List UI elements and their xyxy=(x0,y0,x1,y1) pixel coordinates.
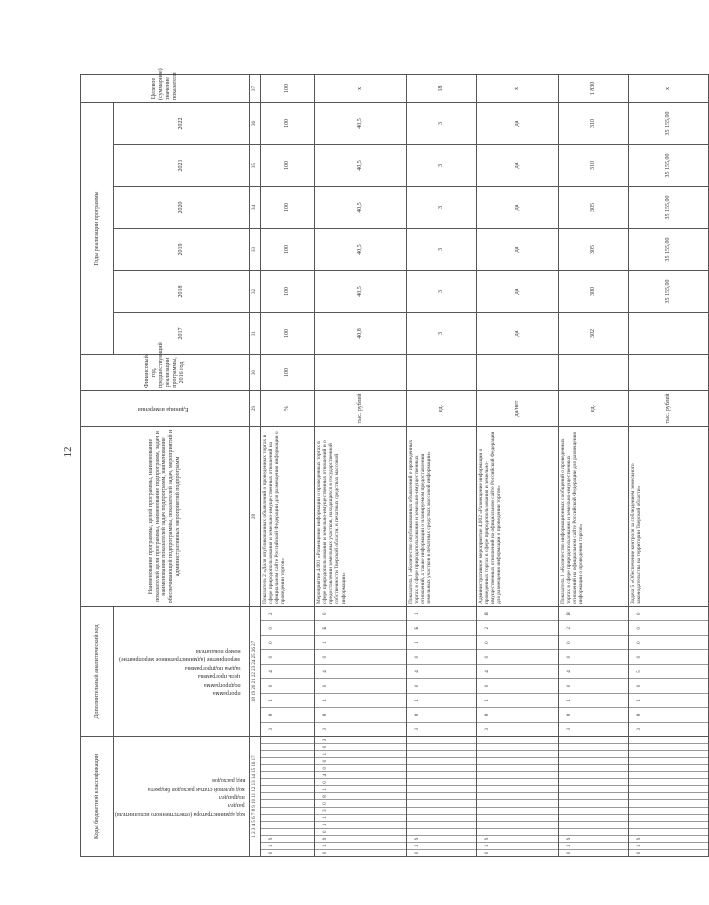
additional-digit: 3 xyxy=(407,722,476,736)
base-year-value xyxy=(558,355,628,391)
code-digit xyxy=(477,814,558,821)
code-digit xyxy=(477,764,558,771)
additional-digit: 0 xyxy=(559,678,628,692)
code-digit xyxy=(407,750,476,757)
year-value: 305 xyxy=(558,187,628,229)
additional-digit: Я xyxy=(566,612,572,616)
col-number: 29 xyxy=(249,391,260,427)
column-number-row xyxy=(249,74,260,856)
additional-digit: 4 xyxy=(261,664,314,678)
code-digit xyxy=(629,743,708,750)
code-labels-cell: код администратора (ответственного исполнителя) раздел подраздел код целевой статьи расходов бюджета вид расходов xyxy=(114,737,250,857)
code-digit xyxy=(477,743,558,750)
budget-code-cell xyxy=(260,737,314,857)
indicator-name: Показатель 1 «Количество информационных сообщений о проведенных торгах в сфере природопользования и земельно-имущественных отношений на официальном сайте Российской Федерации для размещения информации о проведении торгов» xyxy=(558,427,628,607)
code-digit xyxy=(407,792,476,799)
code-digit xyxy=(477,828,558,835)
year-value: да xyxy=(476,102,558,144)
additional-digit: 1 xyxy=(407,635,476,649)
code-digit: 0 xyxy=(315,764,406,771)
target-value: х xyxy=(314,74,406,102)
code-digit xyxy=(477,785,558,792)
code-digit xyxy=(477,821,558,828)
additional-digit: 3 xyxy=(559,722,628,736)
additional-digit: 0 xyxy=(261,621,314,635)
unit-cell: % xyxy=(260,391,314,427)
target-value: 18 xyxy=(406,74,476,102)
table-body xyxy=(260,74,708,856)
additional-digit: 4 xyxy=(315,664,406,678)
unit-cell: тыс. рублей xyxy=(628,391,708,427)
unit-cell: да/нет xyxy=(476,391,558,427)
header-row-1 xyxy=(81,74,114,856)
code-digit: 1 xyxy=(407,842,476,849)
additional-digit: 0 xyxy=(629,621,708,635)
year-value: 100 xyxy=(260,187,314,229)
col-number: 36 xyxy=(249,102,260,144)
additional-digit: 0 xyxy=(315,678,406,692)
code-digit xyxy=(629,750,708,757)
code-digit: 3 xyxy=(315,807,406,814)
year-value: 100 xyxy=(260,102,314,144)
page-number: 12 xyxy=(62,446,74,458)
target-value: х xyxy=(476,74,558,102)
target-value: 1 830 xyxy=(558,74,628,102)
additional-digit: 3 xyxy=(261,722,314,736)
additional-digit: 0 xyxy=(477,635,558,649)
indicator-name: Показатель 2 «Доля опубликованных объявлений о проведенных торгах в сфере природопользования и земельно-имущественных отношений на официальном сайте Российской Федерации для размещения информации о проведении торгов» xyxy=(260,427,314,607)
code-digit: 9 xyxy=(261,835,314,842)
budget-code-cell xyxy=(558,737,628,857)
code-digit xyxy=(261,771,314,778)
code-digit: 1 xyxy=(261,842,314,849)
additional-digit: 0 xyxy=(407,649,476,663)
year-value: 40,5 xyxy=(314,145,406,187)
additional-code-cell xyxy=(314,607,406,737)
additional-digit: 4 xyxy=(407,664,476,678)
additional-digit: 3 xyxy=(315,722,406,736)
code-digit xyxy=(407,785,476,792)
col-number: 31 xyxy=(249,313,260,355)
additional-digit: 0 xyxy=(477,649,558,663)
code-digit xyxy=(559,757,628,764)
table-row xyxy=(558,74,628,856)
year-value: 100 xyxy=(260,313,314,355)
code-digit: 0 xyxy=(629,849,708,856)
base-year-value xyxy=(628,355,708,391)
year-value: 40,5 xyxy=(314,271,406,313)
table-row xyxy=(406,74,476,856)
code-digit xyxy=(559,792,628,799)
code-digit xyxy=(629,771,708,778)
code-digit: 3 xyxy=(322,738,328,742)
year-value: 40,5 xyxy=(314,229,406,271)
code-digit xyxy=(477,737,558,743)
additional-code-cell xyxy=(628,607,708,737)
year-value: 3 xyxy=(406,313,476,355)
additional-digit: 1 xyxy=(414,612,420,616)
additional-code-cell xyxy=(476,607,558,737)
year-value: 100 xyxy=(260,229,314,271)
code-digit xyxy=(629,737,708,743)
additional-digit: 1 xyxy=(261,693,314,707)
code-digit xyxy=(559,750,628,757)
indicator-name: Показатель 1 «Количество опубликованных объявлений о проведенных торгах в сфере природопользования и земельно-имущественных отношений, а также информации о планируемом предоставлении земельных участков в печатных средствах массовой информации» xyxy=(406,427,476,607)
additional-digit: Я xyxy=(484,612,490,616)
additional-digit: 1 xyxy=(477,693,558,707)
code-digit xyxy=(559,778,628,785)
code-digit xyxy=(261,750,314,757)
code-digit xyxy=(629,785,708,792)
year-value: 3 xyxy=(406,229,476,271)
code-digit xyxy=(407,807,476,814)
year-value: 305 xyxy=(558,229,628,271)
code-digit xyxy=(559,785,628,792)
code-digit xyxy=(629,814,708,821)
col-number: 30 xyxy=(249,355,260,391)
code-digit: 1 xyxy=(315,785,406,792)
program-indicators-table xyxy=(80,68,709,857)
additional-code-cell xyxy=(406,607,476,737)
budget-code-cell xyxy=(628,737,708,857)
budget-code-cell xyxy=(476,737,558,857)
unit-cell: тыс. рублей xyxy=(314,391,406,427)
code-digit xyxy=(559,828,628,835)
additional-digit: 0 xyxy=(629,649,708,663)
year-value xyxy=(628,313,708,355)
additional-digit: 1 xyxy=(559,693,628,707)
col-number: 37 xyxy=(249,74,260,102)
year-value: 3 xyxy=(406,145,476,187)
code-digit xyxy=(629,757,708,764)
code-digit xyxy=(261,785,314,792)
code-digit xyxy=(629,800,708,807)
year-value: 310 xyxy=(558,102,628,144)
code-digit xyxy=(629,828,708,835)
code-digit xyxy=(407,821,476,828)
code-digit xyxy=(407,828,476,835)
year-value: 302 xyxy=(558,313,628,355)
code-digit xyxy=(407,737,476,743)
unit-cell: ед. xyxy=(406,391,476,427)
year-value: 35 155,00 xyxy=(628,187,708,229)
year-header: 2020 xyxy=(114,187,250,229)
code-digit xyxy=(559,814,628,821)
col-numbers-additional: 18 19 20 21 22 23 24 25 26 27 xyxy=(249,607,260,737)
year-value: 3 xyxy=(406,102,476,144)
year-value: 310 xyxy=(558,145,628,187)
additional-digit: Б xyxy=(407,621,476,635)
year-value: 300 xyxy=(558,271,628,313)
code-digit: 4 xyxy=(315,771,406,778)
target-value: х xyxy=(628,74,708,102)
target-header: Целевое (суммарное) значение показателя xyxy=(81,74,250,102)
additional-code-cell xyxy=(260,607,314,737)
additional-digit: 2 xyxy=(477,621,558,635)
additional-digit: 0 xyxy=(261,635,314,649)
year-value: 100 xyxy=(260,271,314,313)
code-digit xyxy=(261,757,314,764)
additional-digit: 8 xyxy=(407,707,476,721)
additional-codes-header: Дополнительный аналитический код xyxy=(81,607,114,737)
year-value: да xyxy=(476,145,558,187)
additional-code-cell xyxy=(558,607,628,737)
indicator-name: Задача 5 «Обеспечение контроля за соблюдением земельного законодательства на территории Тверской области» xyxy=(628,427,708,607)
code-digit xyxy=(629,792,708,799)
additional-digit: 0 xyxy=(636,612,642,616)
year-value: 35 155,00 xyxy=(628,145,708,187)
additional-digit: Б xyxy=(315,621,406,635)
code-digit xyxy=(559,743,628,750)
year-value: 3 xyxy=(406,187,476,229)
year-value: 100 xyxy=(260,145,314,187)
table-row xyxy=(628,74,708,856)
code-digit: 0 xyxy=(261,849,314,856)
code-digit xyxy=(261,764,314,771)
indicator-name: Мероприятие 4.001 «Размещение информации о проведенных торгах в сфере природопользования и земельно-имущественных отношений и о предоставлении земельных участков, находящихся в государственной собственности Тверской области, в печатных средствах массовой информации» xyxy=(314,427,406,607)
code-digit xyxy=(477,750,558,757)
code-digit xyxy=(407,743,476,750)
code-digit xyxy=(407,814,476,821)
base-year-value xyxy=(476,355,558,391)
additional-digit: 1 xyxy=(315,693,406,707)
year-value: 35 155,00 xyxy=(628,102,708,144)
base-year-value: 100 xyxy=(260,355,314,391)
budget-code-cell xyxy=(314,737,406,857)
year-value: да xyxy=(476,271,558,313)
code-digit xyxy=(261,800,314,807)
table-row xyxy=(314,74,406,856)
code-digit xyxy=(261,814,314,821)
col-number: 28 xyxy=(249,427,260,607)
additional-digit: 0 xyxy=(407,678,476,692)
col-number: 32 xyxy=(249,271,260,313)
code-digit xyxy=(407,764,476,771)
code-digit xyxy=(261,792,314,799)
code-digit xyxy=(629,807,708,814)
table-row xyxy=(476,74,558,856)
additional-digit: 5 xyxy=(629,664,708,678)
additional-digit: 0 xyxy=(559,649,628,663)
year-header: 2021 xyxy=(114,145,250,187)
table-row xyxy=(260,74,314,856)
code-digit xyxy=(261,737,314,743)
base-year-header: Финансовый год, предшествующий реализации программы, 2016 год xyxy=(81,355,250,391)
code-digit: 9 xyxy=(629,835,708,842)
additional-digit: 8 xyxy=(559,707,628,721)
code-digit: 0 xyxy=(315,800,406,807)
year-value: да xyxy=(476,229,558,271)
code-digit: 0 xyxy=(477,849,558,856)
additional-digit: 0 xyxy=(559,635,628,649)
code-digit: 0 xyxy=(315,778,406,785)
code-digit xyxy=(477,792,558,799)
code-digit xyxy=(407,778,476,785)
year-value: да xyxy=(476,187,558,229)
additional-digit: 0 xyxy=(261,678,314,692)
target-value: 100 xyxy=(260,74,314,102)
unit-cell: ед. xyxy=(558,391,628,427)
code-digit: 9 xyxy=(559,835,628,842)
year-value: 35 155,00 xyxy=(628,229,708,271)
code-digit: 0 xyxy=(315,849,406,856)
additional-digit: 0 xyxy=(629,678,708,692)
code-digit xyxy=(559,821,628,828)
additional-digit: 1 xyxy=(629,693,708,707)
code-digit xyxy=(477,771,558,778)
additional-digit: 2 xyxy=(559,621,628,635)
code-digit: 0 xyxy=(315,757,406,764)
code-digit xyxy=(629,821,708,828)
additional-digit: 8 xyxy=(629,707,708,721)
add-labels-cell: программа подпрограмма цель программы задача подпрограммы мероприятие (административное мероприятие) номер показателя xyxy=(114,607,250,737)
unit-header: Единица измерения xyxy=(81,391,250,427)
budget-code-cell xyxy=(406,737,476,857)
code-digit: 9 xyxy=(315,835,406,842)
col-number: 35 xyxy=(249,145,260,187)
code-digit: 1 xyxy=(477,842,558,849)
year-header: 2019 xyxy=(114,229,250,271)
additional-digit: 3 xyxy=(477,722,558,736)
year-value: 35 155,00 xyxy=(628,271,708,313)
additional-digit: 3 xyxy=(629,722,708,736)
code-digit: 1 xyxy=(315,821,406,828)
additional-digit: 1 xyxy=(407,693,476,707)
year-header: 2017 xyxy=(114,313,250,355)
code-digit xyxy=(407,800,476,807)
code-digit xyxy=(559,737,628,743)
additional-digit: 0 xyxy=(261,649,314,663)
additional-digit: 0 xyxy=(322,612,328,616)
year-value: 40,5 xyxy=(314,102,406,144)
code-digit: 0 xyxy=(315,743,406,750)
code-digit: 8 xyxy=(315,792,406,799)
code-digit: 1 xyxy=(629,842,708,849)
code-digit: 0 xyxy=(315,828,406,835)
name-header: Наименование программы, целей программы, наименование показателей цели программы, наименование подпрограмм, задач и наименования показателей задач подпрограмм, наименование обеспечивающей подпрограммы, показателей задач, мероприятий и административных мероприятий подпрограмм xyxy=(81,427,250,607)
col-number: 33 xyxy=(249,229,260,271)
base-year-value xyxy=(406,355,476,391)
code-digit xyxy=(261,821,314,828)
year-value: 40,8 xyxy=(314,313,406,355)
additional-digit: 4 xyxy=(559,664,628,678)
code-digit xyxy=(559,764,628,771)
code-digit xyxy=(477,800,558,807)
additional-digit: 2 xyxy=(268,612,274,616)
budget-codes-header: Коды бюджетной классификации xyxy=(81,737,114,857)
additional-digit: 8 xyxy=(315,707,406,721)
code-digit: 0 xyxy=(559,849,628,856)
code-digit xyxy=(261,807,314,814)
code-digit: 9 xyxy=(477,835,558,842)
year-value: да xyxy=(476,313,558,355)
year-header: 2018 xyxy=(114,271,250,313)
code-digit: 1 xyxy=(315,814,406,821)
code-digit: 1 xyxy=(315,750,406,757)
code-digit xyxy=(629,764,708,771)
base-year-value xyxy=(314,355,406,391)
year-value: 40,5 xyxy=(314,187,406,229)
additional-digit: 4 xyxy=(477,664,558,678)
rotated-table-sheet xyxy=(80,68,671,857)
additional-digit: 0 xyxy=(477,678,558,692)
year-header: 2022 xyxy=(114,102,250,144)
code-digit xyxy=(559,771,628,778)
code-digit xyxy=(477,757,558,764)
code-digit: 9 xyxy=(407,835,476,842)
code-digit: 1 xyxy=(315,842,406,849)
additional-digit: 8 xyxy=(261,707,314,721)
code-digit: 0 xyxy=(407,849,476,856)
years-header: Годы реализации программы xyxy=(81,102,114,354)
additional-digit: 1 xyxy=(315,635,406,649)
col-number: 34 xyxy=(249,187,260,229)
code-digit: 1 xyxy=(559,842,628,849)
code-digit xyxy=(629,778,708,785)
code-digit xyxy=(261,828,314,835)
code-digit xyxy=(261,743,314,750)
year-value: 3 xyxy=(406,271,476,313)
code-digit xyxy=(559,800,628,807)
code-digit xyxy=(261,778,314,785)
code-digit xyxy=(407,771,476,778)
indicator-name: Административное мероприятие 4.002 «Размещение информации о проведенных торгах в сфере природопользования и земельно-имущественных отношений на официальном сайте Российской Федерации для размещения информации о проведении торгов» xyxy=(476,427,558,607)
col-numbers-codes: 1 2 3 4 5 6 7 8 9 10 11 12 13 14 15 16 17 xyxy=(249,737,260,857)
code-digit xyxy=(477,778,558,785)
additional-digit: 0 xyxy=(315,649,406,663)
additional-digit: 8 xyxy=(477,707,558,721)
additional-digit: 0 xyxy=(629,635,708,649)
code-digit xyxy=(559,807,628,814)
code-digit xyxy=(407,757,476,764)
code-digit xyxy=(477,807,558,814)
